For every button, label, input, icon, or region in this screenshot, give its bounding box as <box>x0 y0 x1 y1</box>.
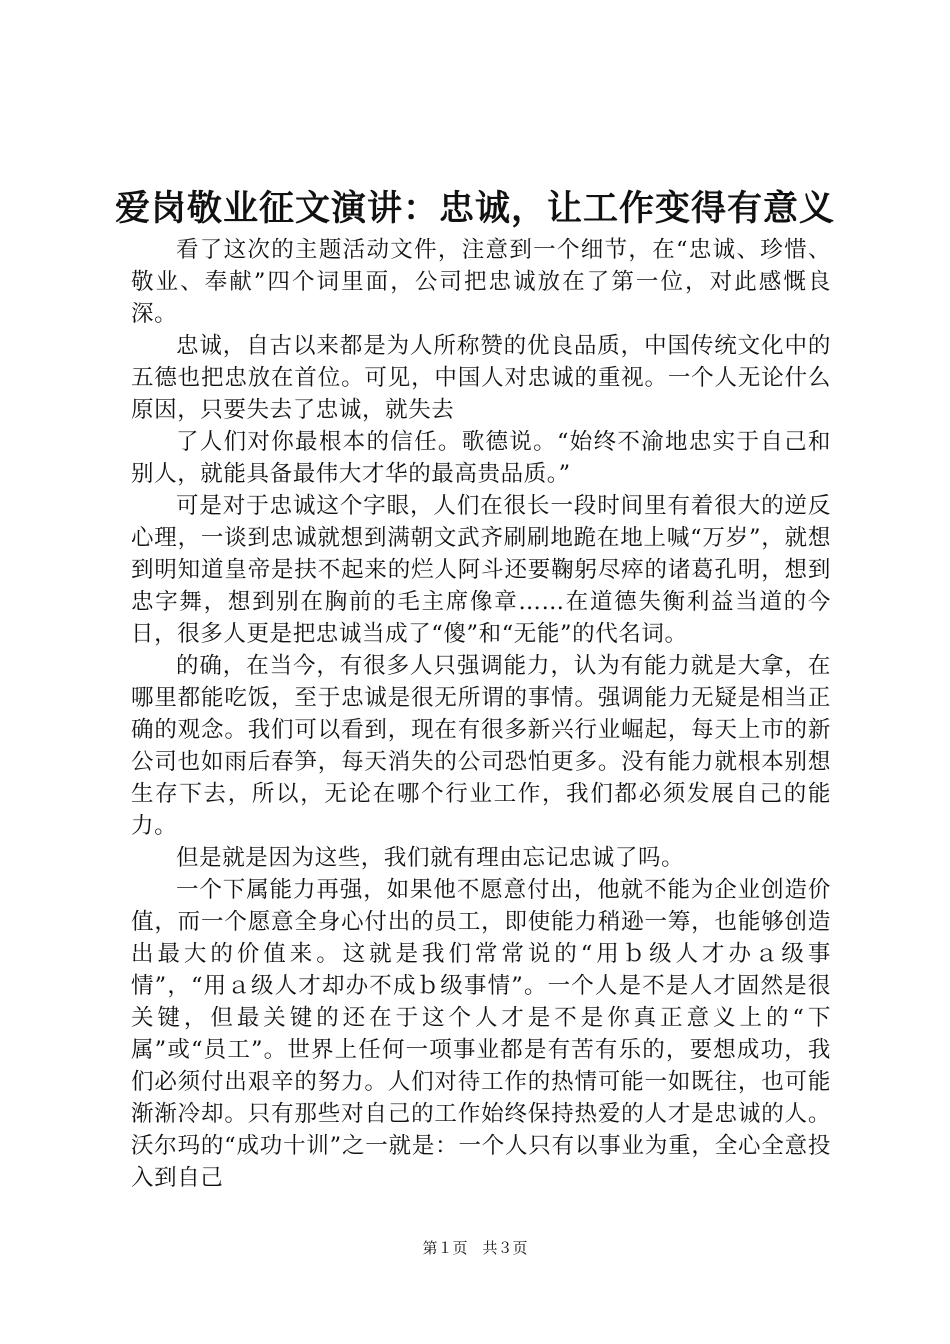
paragraph: 但是就是因为这些，我们就有理由忘记忠诚了吗。 <box>176 845 685 871</box>
paragraph: 可是对于忠诚这个字眼，人们在很长一段时间里有着很大的逆反心理，一谈到忠诚就想到满朝文武齐刷刷地跪在地上喊“万岁”，就想到明知道皇帝是扶不起来的烂人阿斗还要鞠躬尽瘁的诸葛孔明，想到忠字舞，想到别在胸前的毛主席像章……在道德失衡利益当道的今日，很多人更是把忠诚当成了“傻”和“无能”的代名词。 <box>131 493 831 647</box>
paragraph: 的确，在当今，有很多人只强调能力，认为有能力就是大拿，在哪里都能吃饭，至于忠诚是很无所谓的事情。强调能力无疑是相当正确的观念。我们可以看到，现在有很多新兴行业崛起，每天上市的新公司也如雨后春笋，每天消失的公司恐怕更多。没有能力就根本别想生存下去，所以，无论在哪个行业工作，我们都必须发展自己的能力。 <box>131 653 831 839</box>
paragraph: 一个下属能力再强，如果他不愿意付出，他就不能为企业创造价值，而一个愿意全身心付出的员工，即使能力稍逊一筹，也能够创造出最大的价值来。这就是我们常常说的“用ｂ级人才办ａ级事情”，“用ａ级人才却办不成ｂ级事情”。一个人是不是人才固然是很关键，但最关键的还在于这个人才是不是你真正意义上的“下属”或“员工”。世界上任何一项事业都是有苦有乐的，要想成功，我们必须付出艰辛的努力。人们对待工作的热情可能一如既往，也可能渐渐冷却。只有那些对自己的工作始终保持热爱的人才是忠诚的人。沃尔玛的“成功十训”之一就是：一个人只有以事业为重，全心全意投入到自己 <box>131 877 831 1191</box>
paragraph: 看了这次的主题活动文件，注意到一个细节，在“忠诚、珍惜、敬业、奉献”四个词里面，公司把忠诚放在了第一位，对此感慨良深。 <box>131 237 831 327</box>
document-body <box>131 234 831 1194</box>
page-footer: 第１页 共３页 <box>422 1239 528 1257</box>
paragraph: 了人们对你最根本的信任。歌德说。“始终不渝地忠实于自己和别人，就能具备最伟大才华的最高贵品质。” <box>131 429 831 487</box>
document-title: 爱岗敬业征文演讲：忠诚，让工作变得有意义 <box>114 188 835 229</box>
paragraph: 忠诚，自古以来都是为人所称赞的优良品质，中国传统文化中的五德也把忠放在首位。可见，中国人对忠诚的重视。一个人无论什么原因，只要失去了忠诚，就失去 <box>131 333 831 423</box>
